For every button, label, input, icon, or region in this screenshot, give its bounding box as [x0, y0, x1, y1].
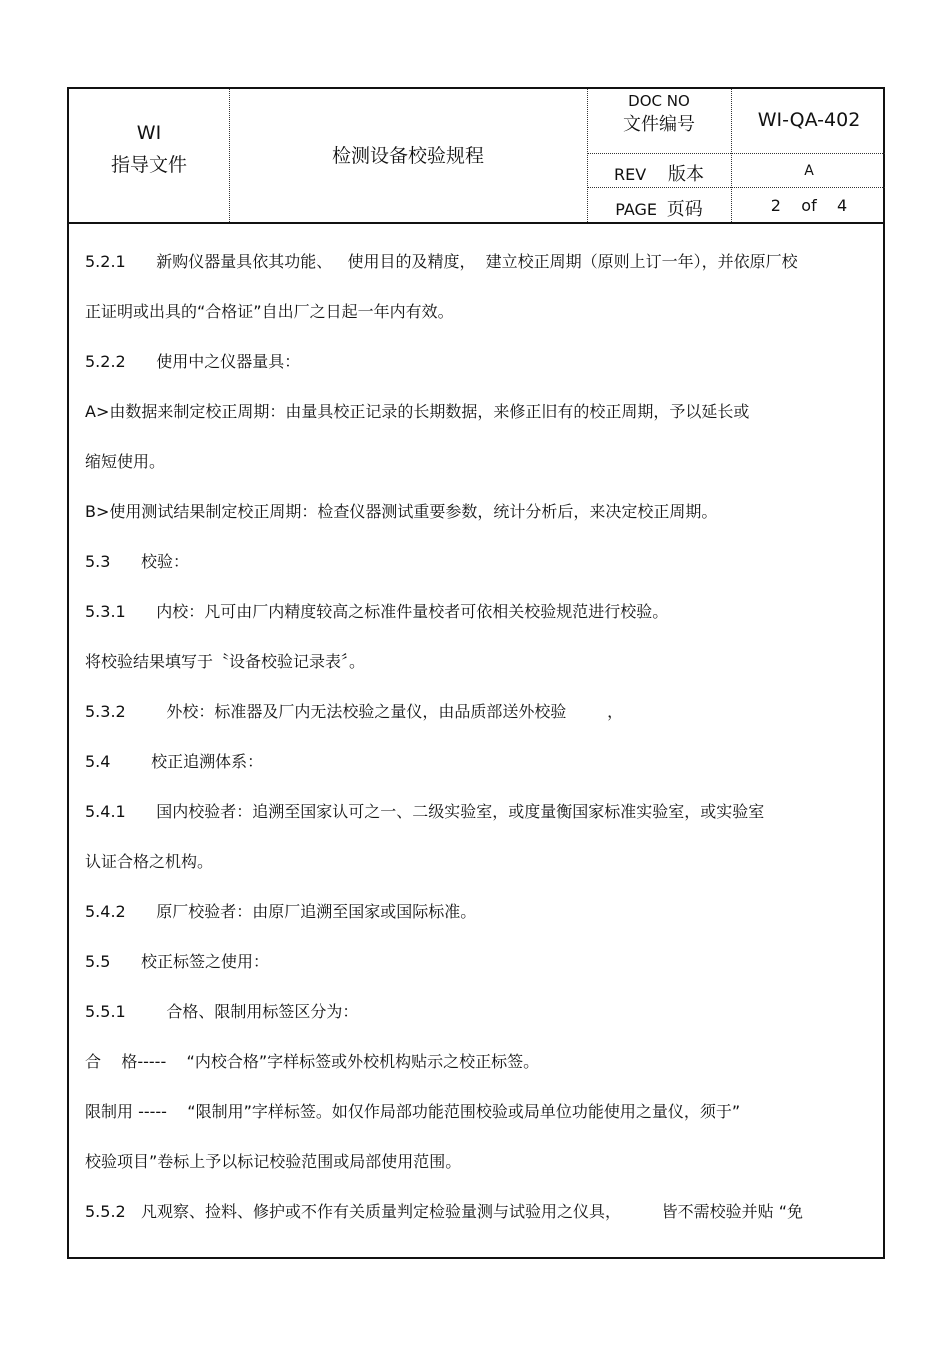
doc-type-code: WI	[136, 122, 162, 144]
doc-no-value: WI-QA-402	[757, 109, 861, 131]
header-row-divider	[587, 187, 885, 188]
body-line: 校验项目”卷标上予以标记校验范围或局部使用范围。	[85, 1152, 462, 1171]
body-line: B>使用测试结果制定校正周期：检查仪器测试重要参数，统计分析后，来决定校正周期。	[85, 502, 718, 521]
header-table	[69, 89, 883, 224]
doc-type-cell	[69, 117, 229, 181]
body-line: 5.2.2 使用中之仪器量具：	[85, 352, 301, 371]
page-value: 2 of 4	[770, 196, 848, 215]
header-row-divider	[587, 153, 885, 154]
body-line: A>由数据来制定校正周期：由量具校正记录的长期数据，来修正旧有的校正周期，予以延长或	[85, 402, 750, 421]
body-line: 限制用 ----- “限制用”字样标签。如仅作局部功能范围校验或局单位功能使用之量仪，须于”	[85, 1102, 741, 1121]
body-line: 5.3.2 外校：标准器及厂内无法校验之量仪，由品质部送外校验 ，	[85, 702, 624, 721]
rev-value: A	[804, 163, 814, 179]
body-line: 5.4.1 国内校验者：追溯至国家认可之一、二级实验室，或度量衡国家标准实验室，或实验室	[85, 802, 765, 821]
body-line: 5.3.1 内校：凡可由厂内精度较高之标准件量校者可依相关校验规范进行校验。	[85, 602, 669, 621]
rev-label-cn: 版本	[667, 164, 704, 185]
page-label-en: PAGE	[615, 200, 658, 219]
doc-no-label-en: DOC NO	[628, 92, 690, 110]
body-line: 将校验结果填写于〝设备校验记录表〞。	[85, 652, 366, 671]
document-frame	[67, 87, 885, 1259]
doc-no-label-cn: 文件编号	[623, 114, 695, 135]
body-line: 正证明或出具的“合格证”自出厂之日起一年内有效。	[85, 302, 454, 321]
body-line: 5.3 校验：	[85, 552, 189, 571]
page-label-cn: 页码	[666, 199, 703, 220]
page-label-cell	[587, 195, 731, 221]
rev-label-en: REV	[614, 165, 647, 184]
body-line: 缩短使用。	[85, 452, 166, 471]
body-line: 5.2.1 新购仪器量具依其功能、 使用目的及精度， 建立校正周期（原则上订一年），并依原厂校	[85, 252, 798, 271]
body-line: 5.5 校正标签之使用：	[85, 952, 269, 971]
body-line: 5.5.2 凡观察、捡料、修护或不作有关质量判定检验量测与试验用之仪具， 皆不需校验并贴 “免	[85, 1202, 804, 1221]
body-line: 认证合格之机构。	[85, 852, 214, 871]
body-line: 5.5.1 合格、限制用标签区分为：	[85, 1002, 359, 1021]
body-line: 5.4 校正追溯体系：	[85, 752, 264, 771]
doc-title: 检测设备校验规程	[331, 145, 484, 167]
doc-type-name: 指导文件	[110, 154, 187, 176]
doc-no-label-cell	[587, 91, 731, 139]
rev-label-cell	[587, 160, 731, 186]
body-line: 5.4.2 原厂校验者：由原厂追溯至国家或国际标准。	[85, 902, 477, 921]
body-line: 合 格----- “内校合格”字样标签或外校机构贴示之校正标签。	[85, 1052, 540, 1071]
